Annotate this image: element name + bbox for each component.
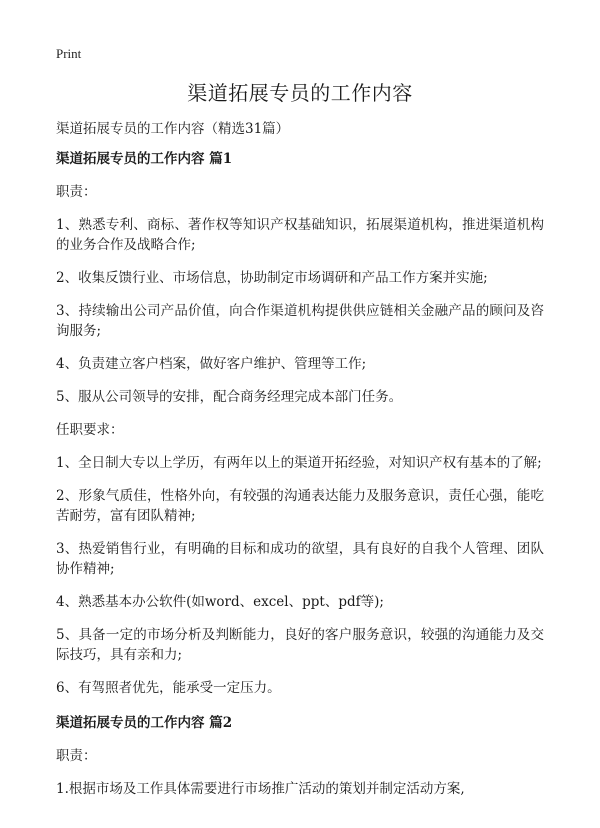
duty-item: 5、服从公司领导的安排，配合商务经理完成本部门任务。 [56, 389, 403, 405]
section-heading-1: 渠道拓展专员的工作内容 篇1 [56, 151, 233, 167]
requirement-item: 1、全日制大专以上学历，有两年以上的渠道开拓经验，对知识产权有基本的了解; [56, 455, 542, 471]
requirement-item: 6、有驾照者优先，能承受一定压力。 [56, 680, 281, 696]
duties-label: 职责： [56, 184, 97, 200]
requirement-item: 5、具备一定的市场分析及判断能力，良好的客户服务意识，较强的沟通能力及交际技巧，具有亲和力; [56, 627, 544, 663]
requirement-item: 3、热爱销售行业，有明确的目标和成功的欲望，具有良好的自我个人管理、团队协作精神; [56, 541, 544, 577]
print-label[interactable]: Print [56, 46, 82, 61]
duty-item: 2、收集反馈行业、市场信息，协助制定市场调研和产品工作方案并实施; [56, 270, 488, 286]
duty-item: 3、持续输出公司产品价值，向合作渠道机构提供供应链相关金融产品的顾问及咨询服务; [56, 303, 544, 339]
requirement-item: 2、形象气质佳，性格外向，有较强的沟通表达能力及服务意识，责任心强，能吃苦耐劳，富有团队精神; [56, 488, 544, 524]
document-body [56, 120, 544, 812]
section-heading-2: 渠道拓展专员的工作内容 篇2 [56, 715, 233, 731]
document-title: 渠道拓展专员的工作内容 [187, 81, 413, 105]
duty-item: 4、负责建立客户档案，做好客户维护、管理等工作; [56, 356, 367, 372]
duty-item: 1.根据市场及工作具体需要进行市场推广活动的策划并制定活动方案, [56, 781, 465, 797]
duty-item: 1、熟悉专利、商标、著作权等知识产权基础知识，拓展渠道机构，推进渠道机构的业务合作及战略合作; [56, 217, 544, 253]
document-subtitle: 渠道拓展专员的工作内容（精选31篇） [56, 121, 290, 137]
duties-label: 职责： [56, 748, 97, 764]
requirement-item: 4、熟悉基本办公软件(如word、excel、ppt、pdf等); [56, 594, 384, 610]
requirements-label: 任职要求： [56, 422, 124, 438]
